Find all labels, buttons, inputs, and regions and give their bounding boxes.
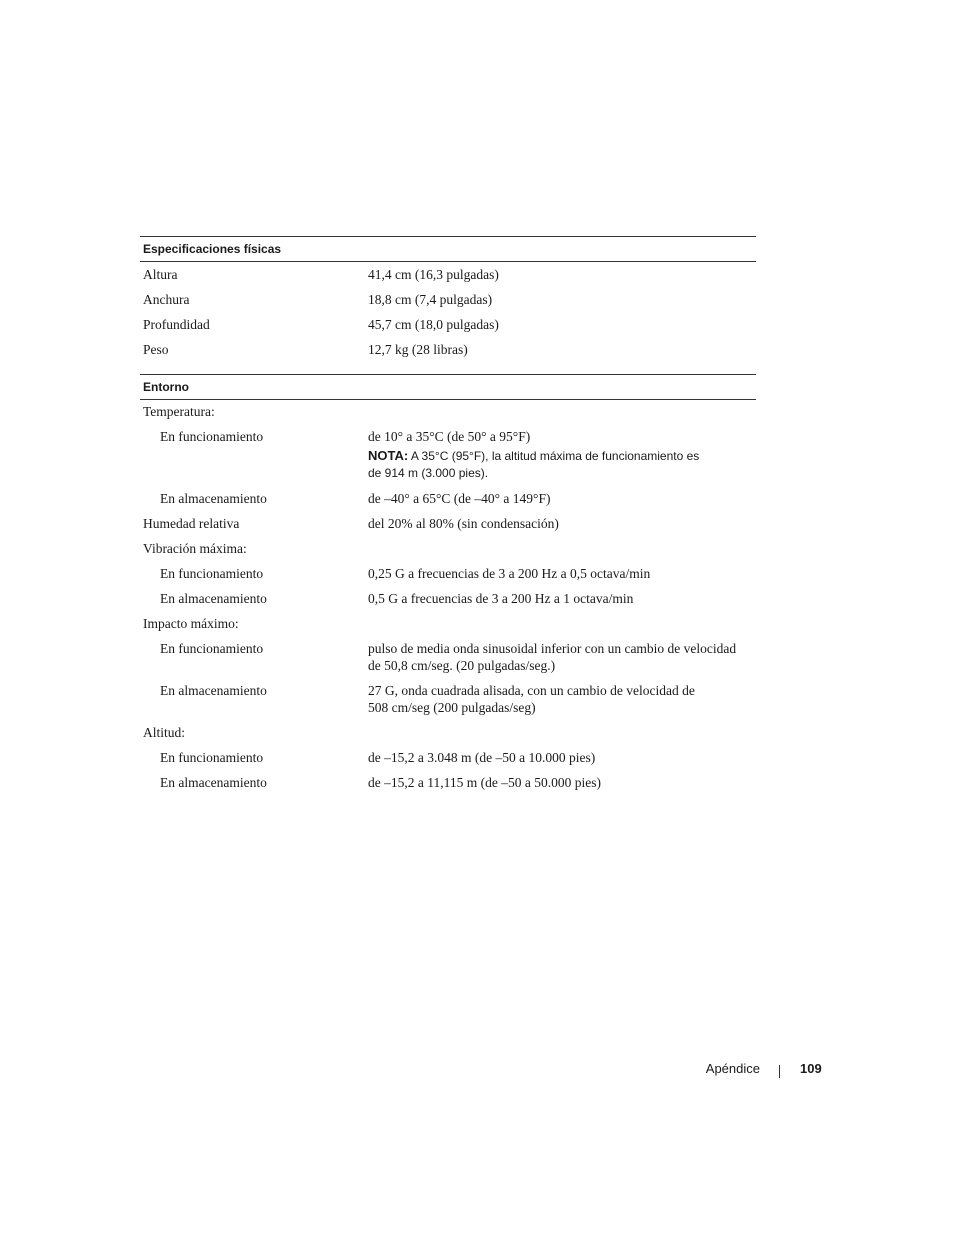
row-label: En almacenamiento: [160, 491, 267, 506]
table-row: [140, 316, 756, 341]
row-label: En funcionamiento: [160, 566, 264, 581]
table-row: [140, 640, 756, 682]
page-footer: [0, 1061, 954, 1081]
table-row: [140, 565, 756, 590]
page-number: 109: [800, 1061, 822, 1076]
footer-section-name: Apéndice: [705, 1061, 760, 1076]
row-value: 27 G, onda cuadrada alisada, con un cambio de velocidad de 508 cm/seg (200 pulgadas/seg): [368, 683, 695, 715]
table-row: [140, 490, 756, 515]
table-row: [140, 774, 756, 799]
table-row: [140, 341, 756, 366]
row-value: del 20% al 80% (sin condensación): [368, 516, 559, 531]
table-row: [140, 724, 756, 749]
row-value: 0,5 G a frecuencias de 3 a 200 Hz a 1 octava/min: [368, 591, 634, 606]
row-label: En almacenamiento: [160, 591, 267, 606]
note-text: de 914 m (3.000 pies).: [368, 466, 489, 480]
table-row: [140, 749, 756, 774]
note-text: A 35°C (95°F), la altitud máxima de funcionamiento es: [410, 449, 700, 463]
vibration-label: Vibración máxima:: [143, 541, 247, 556]
row-value: de –15,2 a 3.048 m (de –50 a 10.000 pies): [368, 750, 596, 765]
row-label: Anchura: [143, 292, 190, 307]
row-label: En almacenamiento: [160, 775, 267, 790]
row-label: En funcionamiento: [160, 641, 264, 656]
row-value: de 10° a 35°C (de 50° a 95°F): [368, 429, 531, 444]
table-row: [140, 403, 756, 428]
table-row: [140, 428, 756, 490]
table-row: [140, 515, 756, 540]
table-row: [140, 615, 756, 640]
row-label: Peso: [143, 342, 169, 357]
row-value: 12,7 kg (28 libras): [368, 342, 468, 357]
shock-label: Impacto máximo:: [143, 616, 239, 631]
row-value: 0,25 G a frecuencias de 3 a 200 Hz a 0,5 octava/min: [368, 566, 651, 581]
row-value: 18,8 cm (7,4 pulgadas): [368, 292, 493, 307]
table-row: [140, 266, 756, 291]
row-label: Humedad relativa: [143, 516, 240, 531]
note-label: NOTA:: [368, 448, 409, 463]
row-value: de –15,2 a 11,115 m (de –50 a 50.000 pies): [368, 775, 601, 790]
temperature-label: Temperatura:: [143, 404, 215, 419]
row-label: En almacenamiento: [160, 683, 267, 698]
row-value: pulso de media onda sinusoidal inferior con un cambio de velocidad de 50,8 cm/seg. (20 pulgadas/seg.): [368, 641, 737, 673]
row-value: de –40° a 65°C (de –40° a 149°F): [368, 491, 551, 506]
table-row: [140, 682, 756, 724]
environment-specs-header: Entorno: [140, 374, 756, 400]
table-row: [140, 590, 756, 615]
row-label: Altura: [143, 267, 178, 282]
row-label: En funcionamiento: [160, 750, 264, 765]
physical-specs-table: [140, 236, 756, 366]
physical-specs-header: Especificaciones físicas: [140, 236, 756, 262]
temperature-note: [368, 447, 748, 482]
row-label: Profundidad: [143, 317, 210, 332]
table-row: [140, 540, 756, 565]
altitude-label: Altitud:: [143, 725, 186, 740]
row-label: En funcionamiento: [160, 429, 264, 444]
row-value: 41,4 cm (16,3 pulgadas): [368, 267, 499, 282]
environment-specs-table: [140, 374, 756, 799]
row-value: 45,7 cm (18,0 pulgadas): [368, 317, 499, 332]
footer-separator: [779, 1065, 780, 1078]
table-row: [140, 291, 756, 316]
